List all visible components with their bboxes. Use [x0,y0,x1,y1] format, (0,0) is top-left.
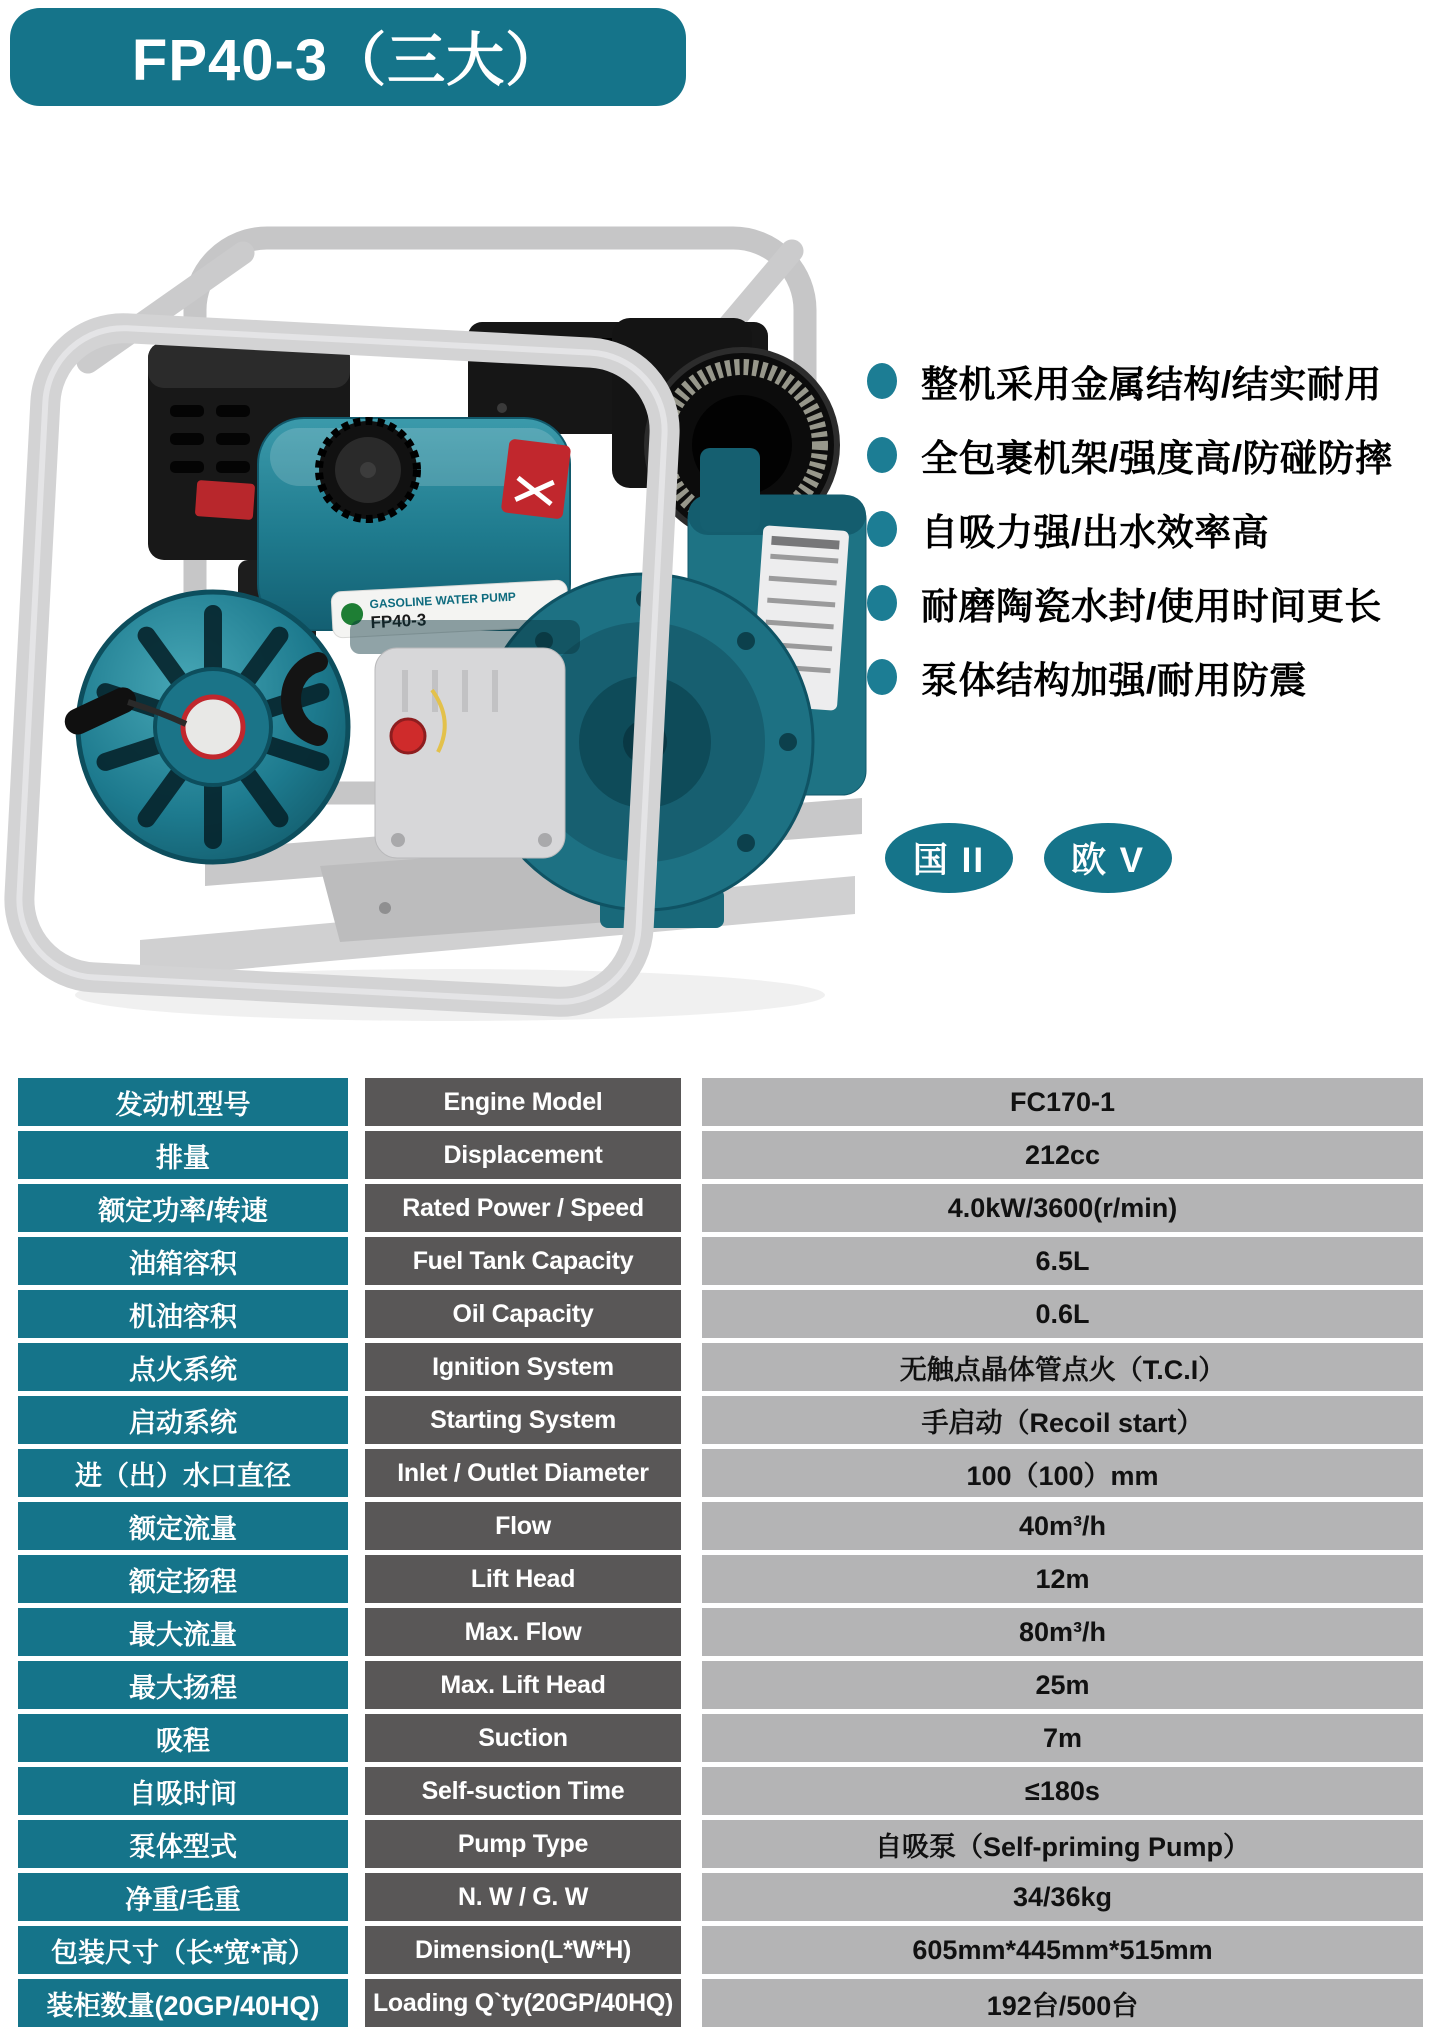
table-row [0,1343,1434,1391]
spec-value: 手启动（Recoil start） [702,1396,1423,1444]
table-row [0,1714,1434,1762]
spec-value: 100（100）mm [702,1449,1423,1497]
spec-name-cn: 额定扬程 [18,1555,348,1603]
spec-name-en: Fuel Tank Capacity [365,1237,681,1285]
table-row [0,1661,1434,1709]
page-title: FP40-3（三大） [131,28,565,93]
spec-name-cn: 额定流量 [18,1502,348,1550]
feature-text: 泵体结构加强/耐用防震 [921,660,1307,701]
table-row [0,1396,1434,1444]
table-row [0,1979,1434,2027]
table-row [0,1767,1434,1815]
spec-value: FC170-1 [702,1078,1423,1126]
table-row [0,1184,1434,1232]
spec-name-cn: 排量 [18,1131,348,1179]
spec-name-cn: 净重/毛重 [18,1873,348,1921]
spec-value: 自吸泵（Self-priming Pump） [702,1820,1423,1868]
spec-name-cn: 包装尺寸（长*宽*高） [18,1926,348,1974]
spec-value: 34/36kg [702,1873,1423,1921]
spec-name-cn: 泵体型式 [18,1820,348,1868]
fuel-cap [319,421,417,519]
table-row [0,1290,1434,1338]
table-row [0,1502,1434,1550]
spec-value: 80m³/h [702,1608,1423,1656]
spec-value: 192台/500台 [702,1979,1423,2027]
feature-text: 耐磨陶瓷水封/使用时间更长 [921,586,1382,627]
product-photo [0,150,880,1030]
fuel-tank [258,418,571,638]
spec-name-en: Max. Flow [365,1608,681,1656]
feature-item [867,344,1432,418]
bullet-icon [867,585,897,621]
spec-value: 605mm*445mm*515mm [702,1926,1423,1974]
spec-name-cn: 额定功率/转速 [18,1184,348,1232]
spec-name-en: Self-suction Time [365,1767,681,1815]
spec-name-en: Rated Power / Speed [365,1184,681,1232]
engine-crankcase [350,620,580,858]
spec-name-en: Oil Capacity [365,1290,681,1338]
spec-name-en: Pump Type [365,1820,681,1868]
spec-value: 6.5L [702,1237,1423,1285]
spec-name-cn: 最大流量 [18,1608,348,1656]
spec-name-en: Starting System [365,1396,681,1444]
feature-text: 全包裹机架/强度高/防碰防摔 [921,438,1393,479]
table-row [0,1820,1434,1868]
feature-item [867,640,1432,714]
spec-name-cn: 点火系统 [18,1343,348,1391]
bullet-icon [867,511,897,547]
bullet-icon [867,659,897,695]
table-row [0,1608,1434,1656]
warning-label [501,438,572,519]
spec-name-cn: 最大扬程 [18,1661,348,1709]
spec-name-en: Engine Model [365,1078,681,1126]
spec-name-en: Inlet / Outlet Diameter [365,1449,681,1497]
feature-item [867,418,1432,492]
spec-name-en: Ignition System [365,1343,681,1391]
spec-value: 25m [702,1661,1423,1709]
spec-name-cn: 自吸时间 [18,1767,348,1815]
spec-value: 7m [702,1714,1423,1762]
spec-value: 0.6L [702,1290,1423,1338]
spec-name-en: Flow [365,1502,681,1550]
table-row [0,1078,1434,1126]
table-row [0,1237,1434,1285]
spec-name-en: Max. Lift Head [365,1661,681,1709]
spec-table [0,1078,1434,2027]
spec-value: 无触点晶体管点火（T.C.I） [702,1343,1423,1391]
table-row [0,1873,1434,1921]
spec-name-cn: 装柜数量(20GP/40HQ) [18,1979,348,2027]
spec-value: 212cc [702,1131,1423,1179]
badge-guo2: 国 II [885,823,1013,893]
feature-item [867,492,1432,566]
table-row [0,1449,1434,1497]
tank-label-model: FP40-3 [370,610,427,633]
spec-name-en: Lift Head [365,1555,681,1603]
spec-name-cn: 进（出）水口直径 [18,1449,348,1497]
engine-switch [391,719,425,753]
feature-list [867,344,1432,714]
tank-label-en: GASOLINE WATER PUMP [369,589,517,612]
spec-name-cn: 吸程 [18,1714,348,1762]
spec-name-cn: 启动系统 [18,1396,348,1444]
feature-text: 自吸力强/出水效率高 [921,512,1270,553]
spec-name-en: Loading Q`ty(20GP/40HQ) [365,1979,681,2027]
bullet-icon [867,363,897,399]
emission-badges [885,823,1172,893]
table-row [0,1131,1434,1179]
spec-name-cn: 发动机型号 [18,1078,348,1126]
water-pump-illustration [0,150,880,1030]
table-row [0,1926,1434,1974]
bullet-icon [867,437,897,473]
spec-name-cn: 机油容积 [18,1290,348,1338]
spec-name-en: Suction [365,1714,681,1762]
feature-text: 整机采用金属结构/结实耐用 [921,364,1382,405]
badge-euv: 欧 V [1044,823,1172,893]
spec-name-en: N. W / G. W [365,1873,681,1921]
page-title-banner [10,8,686,106]
spec-name-en: Dimension(L*W*H) [365,1926,681,1974]
spec-name-en: Displacement [365,1131,681,1179]
table-row [0,1555,1434,1603]
spec-value: 4.0kW/3600(r/min) [702,1184,1423,1232]
feature-item [867,566,1432,640]
spec-value: 40m³/h [702,1502,1423,1550]
spec-name-cn: 油箱容积 [18,1237,348,1285]
spec-value: 12m [702,1555,1423,1603]
spec-value: ≤180s [702,1767,1423,1815]
